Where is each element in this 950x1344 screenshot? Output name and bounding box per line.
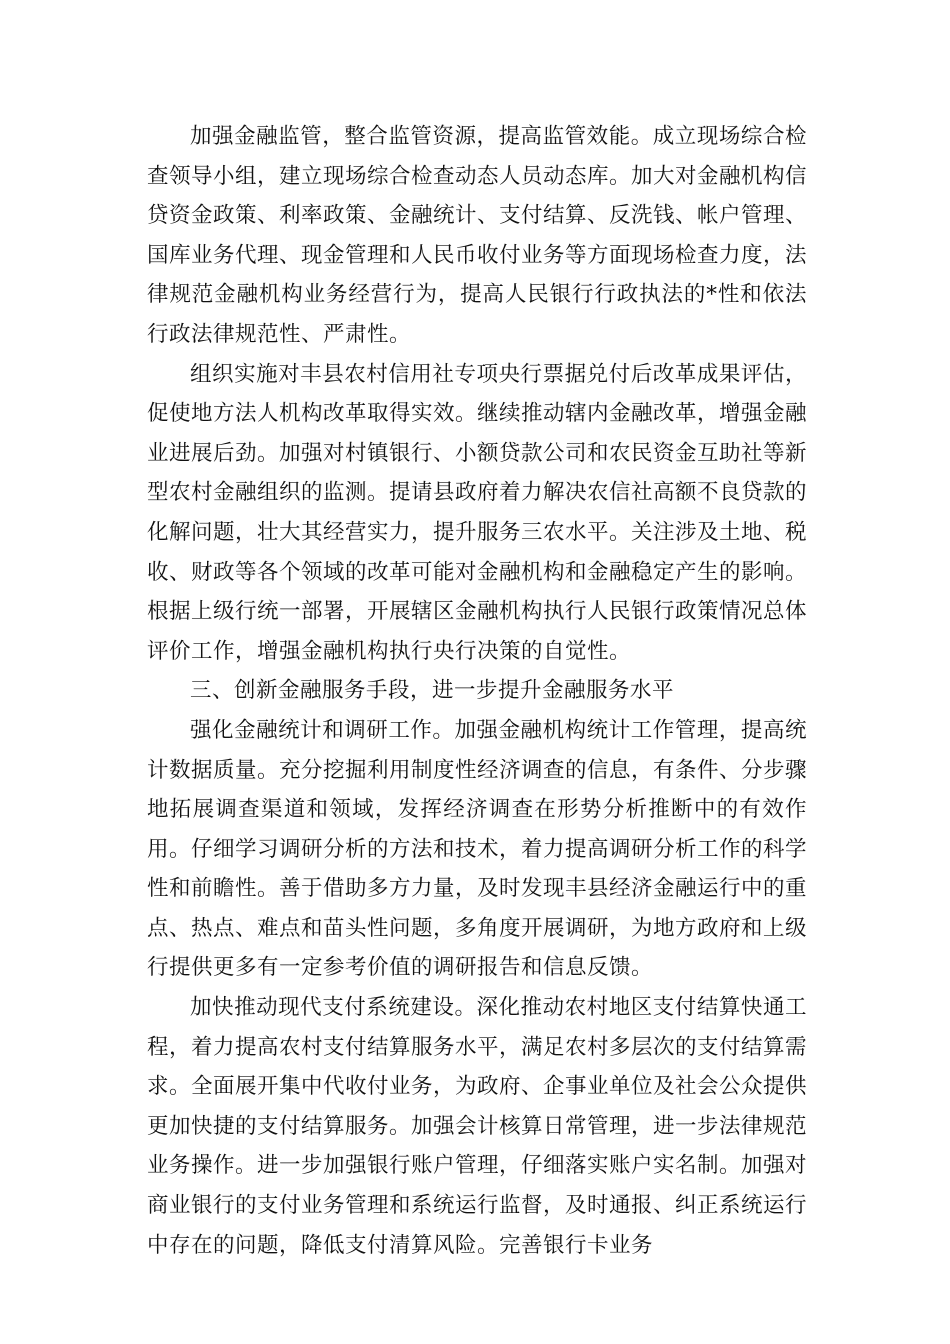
paragraph-financial-supervision: 加强金融监管，整合监管资源，提高监管效能。成立现场综合检查领导小组，建立现场综合检查动态人员动态库。加大对金融机构信贷资金政策、利率政策、金融统计、支付结算、反洗钱、帐户管理、国库业务代理、现金管理和人民币收付业务等方面现场检查力度，法律规范金融机构业务经营行为，提高人民银行行政执法的*性和依法行政法律规范性、严肃性。 bbox=[147, 124, 808, 347]
paragraph-statistics-research: 强化金融统计和调研工作。加强金融机构统计工作管理，提高统计数据质量。充分挖掘利用制度性经济调查的信息，有条件、分步骤地拓展调查渠道和领域，发挥经济调查在形势分析推断中的有效作用。仔细学习调研分析的方法和技术，着力提高调研分析工作的科学性和前瞻性。善于借助多方力量，及时发现丰县经济金融运行中的重点、热点、难点和苗头性问题，多角度开展调研，为地方政府和上级行提供更多有一定参考价值的调研报告和信息反馈。 bbox=[147, 717, 808, 981]
document-body bbox=[147, 117, 807, 1265]
section-heading-financial-services: 三、创新金融服务手段，进一步提升金融服务水平 bbox=[190, 678, 675, 704]
paragraph-rural-credit-reform: 组织实施对丰县农村信用社专项央行票据兑付后改革成果评估，促使地方法人机构改革取得实效。继续推动辖内金融改革，增强金融业进展后劲。加强对村镇银行、小额贷款公司和农民资金互助社等新型农村金融组织的监测。提请县政府着力解决农信社高额不良贷款的化解问题，壮大其经营实力，提升服务三农水平。关注涉及土地、税收、财政等各个领域的改革可能对金融机构和金融稳定产生的影响。根据上级行统一部署，开展辖区金融机构执行人民银行政策情况总体评价工作，增强金融机构执行央行决策的自觉性。 bbox=[147, 361, 808, 664]
paragraph-payment-system: 加快推动现代支付系统建设。深化推动农村地区支付结算快通工程，着力提高农村支付结算服务水平，满足农村多层次的支付结算需求。全面展开集中代收付业务，为政府、企事业单位及社会公众提供更加快捷的支付结算服务。加强会计核算日常管理，进一步法律规范业务操作。进一步加强银行账户管理，仔细落实账户实名制。加强对商业银行的支付业务管理和系统运行监督，及时通报、纠正系统运行中存在的问题，降低支付清算风险。完善银行卡业务 bbox=[147, 995, 808, 1258]
